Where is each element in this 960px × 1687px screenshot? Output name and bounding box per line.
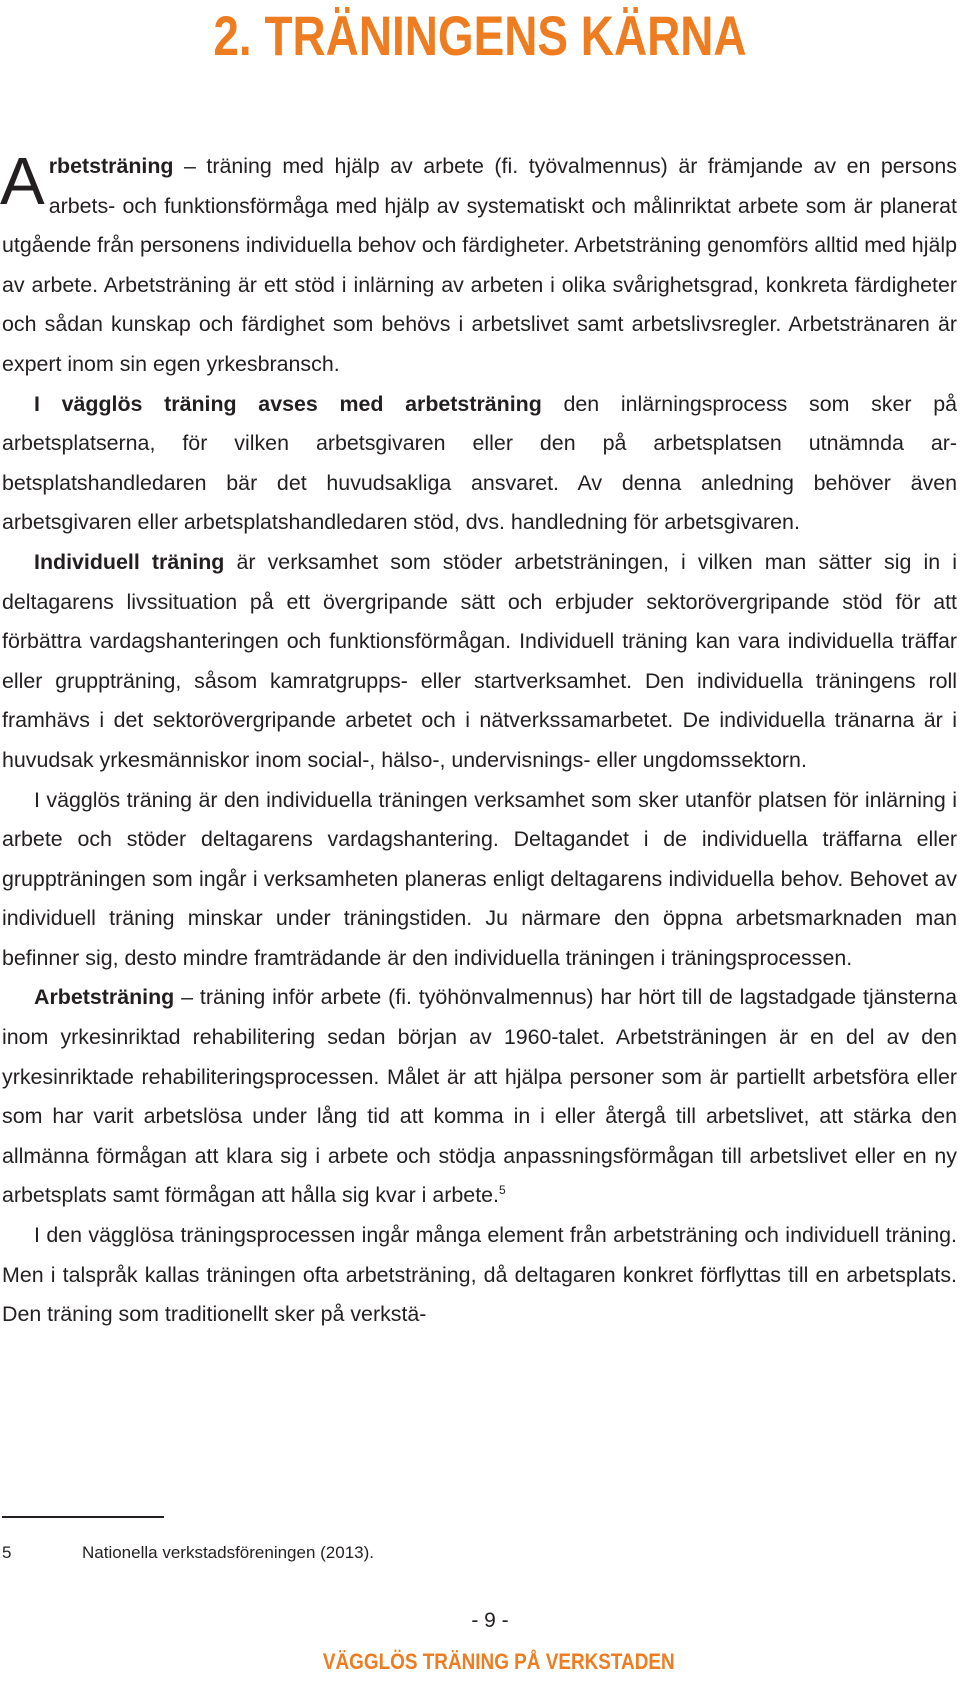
- paragraph-individuell-traning-vagglos: [2, 781, 957, 979]
- page-number: - 9 -: [471, 1609, 509, 1632]
- paragraph-text: – träning inför arbete (fi. työhönvalmennus) har hört till de lagstadgade tjänsterna inom yrkesinriktad rehabilitering sedan början av 1960-talet. Arbetsträningen är en del av den yrkesinriktade rehabiliteringsprocessen. Målet är att hjälpa personer som är partiellt arbetsföra eller som har varit arbetslösa under lång tid att komma in i eller återgå till arbetslivet, att stärka den allmänna förmågan att klara sig i arbete och stödja anpassningsförmågan till arbetslivet eller en ny arbetsplats samt förmågan att hålla sig kvar i arbete.: [2, 985, 957, 1208]
- paragraph-text: – träning med hjälp av arbete (fi. työvalmennus) är främjande av en persons arbets- och funktionsförmåga med hjälp av systematiskt och målinriktat arbete som är planerat utgående från personens individuella behov och färdigheter. Arbetsträning genomförs alltid med hjälp av arbete. Arbetsträning är ett stöd i inlärning av arbeten i olika svårighetsgrad, konkreta färdigheter och sådan kunskap och färdighet som behövs i arbetslivet samt arbetslivsregler. Arbetstränaren är expert inom sin egen yrkesbransch.: [2, 154, 957, 376]
- term-individuell-traning: Individuell träning: [34, 549, 225, 574]
- paragraph-text: I den vägglösa träningsprocessen ingår många element från arbetsträning och individuell träning. Men i talspråk kallas träningen ofta arbetsträning, då deltagaren konkret förflyttas till en arbetsplats. Den träning som traditionellt sker på verkstä-: [2, 1223, 957, 1327]
- term-arbetstraning-2: Arbetsträning: [34, 985, 175, 1010]
- footnote-divider: [2, 1516, 164, 1518]
- chapter-title: 2. TRÄNINGENS KÄRNA: [213, 4, 747, 67]
- footnote-text: Nationella verkstadsföreningen (2013).: [82, 1543, 375, 1562]
- running-footer: VÄGGLÖS TRÄNING PÅ VERKSTADEN: [322, 1649, 675, 1674]
- term-arbetstraning: rbetsträning: [48, 154, 174, 178]
- footnote-reference: 5: [498, 1183, 506, 1198]
- paragraph-vagglos-traning: [2, 385, 957, 543]
- body-text: [0, 144, 958, 1335]
- footnote-number: 5: [2, 1543, 12, 1562]
- paragraph-text: den inlärningsprocess som sker på arbetsplatserna, för vilken arbetsgivaren eller den på arbetsplatsen utnämnda arbetsplatshandledaren bär det huvudsakliga ansvaret. Av denna anledning behöver även arbetsgivaren eller arbetsplatshandledaren stöd, dvs. handledning för arbetsgivaren.: [2, 391, 957, 535]
- paragraph-arbetstraning-definition: [0, 144, 957, 385]
- drop-cap: A: [0, 144, 45, 219]
- term-vagglos-traning: I vägglös träning avses med arbetsträning: [34, 391, 542, 416]
- footnote: [2, 1542, 374, 1564]
- paragraph-vagglos-process: [2, 1216, 957, 1335]
- paragraph-text: är verksamhet som stöder arbetsträningen, i vilken man sätter sig in i deltagarens livssituation på ett övergripande sätt och erbjuder sektorövergripande stöd för att förbättra vardagshanteringen och funktionsförmågan. Individuell träning kan vara individuella träffar eller gruppträning, såsom kamratgrupps- eller startverksamhet. Den individuella träningens roll framhävs i det sektorövergripande arbetet och i nätverkssamarbetet. De individuella tränarna är i huvudsak yrkesmänniskor inom social-, hälso-, undervisnings- eller ungdomssektorn.: [2, 549, 958, 772]
- paragraph-text: I vägglös träning är den individuella träningen verksamhet som sker utanför platsen för inlärning i arbete och stöder deltagarens vardagshantering. Deltagandet i de individuella träffarna eller gruppträningen som ingår i verksamheten planeras enligt deltagarens individuella behov. Behovet av individuell träning minskar under träningstiden. Ju närmare den öppna arbetsmarknaden man befinner sig, desto mindre framträdande är den individuella träningen i träningsprocessen.: [2, 787, 957, 970]
- paragraph-arbetstraning-tyohonvalmennus: [2, 978, 957, 1216]
- paragraph-individuell-traning: [2, 543, 957, 781]
